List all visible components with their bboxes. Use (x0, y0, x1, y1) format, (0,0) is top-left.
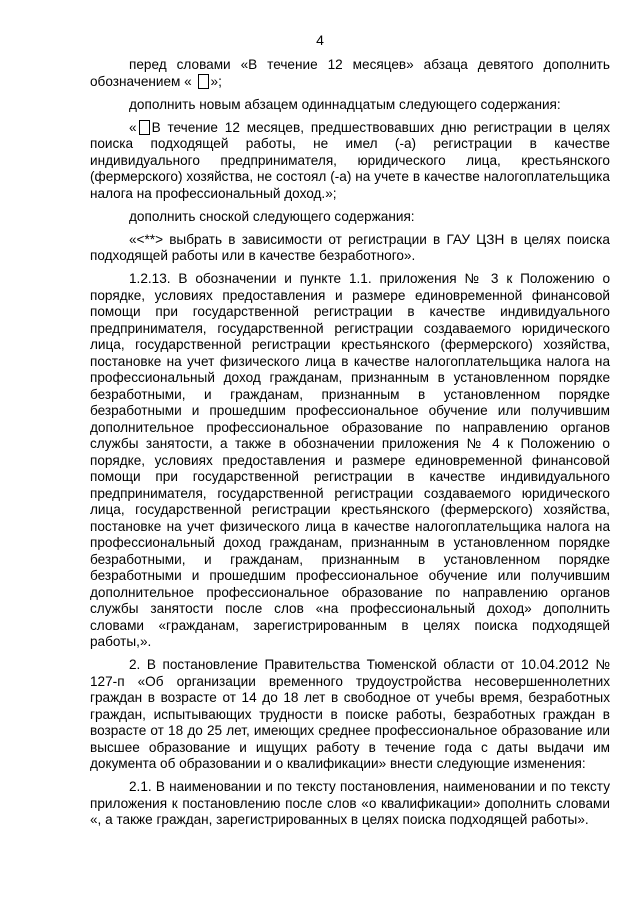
paragraph-1-text-a: перед словами «В течение 12 месяцев» абзаца девятого дополнить обозначением « (90, 57, 610, 89)
paragraph-3 (90, 120, 610, 203)
paragraph-3-text-a: « (129, 119, 137, 135)
paragraph-8: 2.1. В наименовании и по тексту постановления, наименовании и по тексту приложения к постановлению после слов «о квалификации» дополнить словами «, а также граждан, зарегистрированных в целях поиска подходящей работы». (90, 779, 610, 827)
paragraph-6: 1.2.13. В обозначении и пункте 1.1. приложения № 3 к Положению о порядке, условиях предоставления и размере единовременной финансовой помощи при государственной регистрации в качестве индивидуального предпринимателя, государственной регистрации создаваемого юридического лица, государственной регистрации крестьянского (фермерского) хозяйства, постановке на учет физического лица в качестве налогоплательщика налога на профессиональный доход гражданам, признанным в установленном порядке безработными, и гражданам, признанным в установленном порядке безработными и прошедшим профессиональное обучение или получившим дополнительное профессиональное образование по направлению органов службы занятости, а также в обозначении приложения № 4 к Положению о порядке, условиях предоставления и размере единовременной финансовой помощи при государственной регистрации в качестве индивидуального предпринимателя, государственной регистрации создаваемого юридического лица, государственной регистрации крестьянского (фермерского) хозяйства, постановке на учет физического лица в качестве налогоплательщика налога на профессиональный доход гражданам, признанным в установленном порядке безработными, и гражданам, признанным в установленном порядке безработными и прошедшим профессиональное обучение или получившим дополнительное профессиональное образование по направлению органов службы занятости после слов «на профессиональный доход» дополнить словами «гражданам, зарегистрированным в целях поиска подходящей работы,». (90, 271, 610, 649)
paragraph-4: дополнить сноской следующего содержания: (129, 208, 415, 224)
paragraph-1-text-b: »; (210, 73, 222, 89)
page-number: 4 (316, 32, 324, 48)
paragraph-2: дополнить новым абзацем одиннадцатым следующего содержания: (129, 96, 561, 112)
paragraph-5: «<**> выбрать в зависимости от регистрации в ГАУ ЦЗН в целях поиска подходящей работы или в качестве безработного». (90, 231, 610, 263)
paragraph-7: 2. В постановление Правительства Тюменской области от 10.04.2012 № 127-п «Об организации временного трудоустройства несовершеннолетних граждан в возрасте от 14 до 18 лет в свободное от учебы время, безработных граждан, испытывающих трудности в поиске работы, безработных граждан в возрасте от 18 до 25 лет, имеющих среднее профессиональное образование или высшее образование и ищущих работу в течение года с даты выдачи им документа об образовании и о квалификации» внести следующие изменения: (90, 657, 610, 771)
paragraph-3-text-b: В течение 12 месяцев, предшествовавших дню регистрации в целях поиска подходящей работы, не имел (-а) регистрации в качестве индивидуального предпринимателя, юридического лица, крестьянского (фермерского) хозяйства, не состоял (-а) на учете в качестве налогоплательщика налога на профессиональный доход.»; (90, 119, 610, 201)
placeholder-box-icon (139, 120, 150, 135)
paragraph-1 (90, 57, 610, 90)
document-body (90, 57, 610, 835)
placeholder-box-icon (198, 74, 209, 89)
